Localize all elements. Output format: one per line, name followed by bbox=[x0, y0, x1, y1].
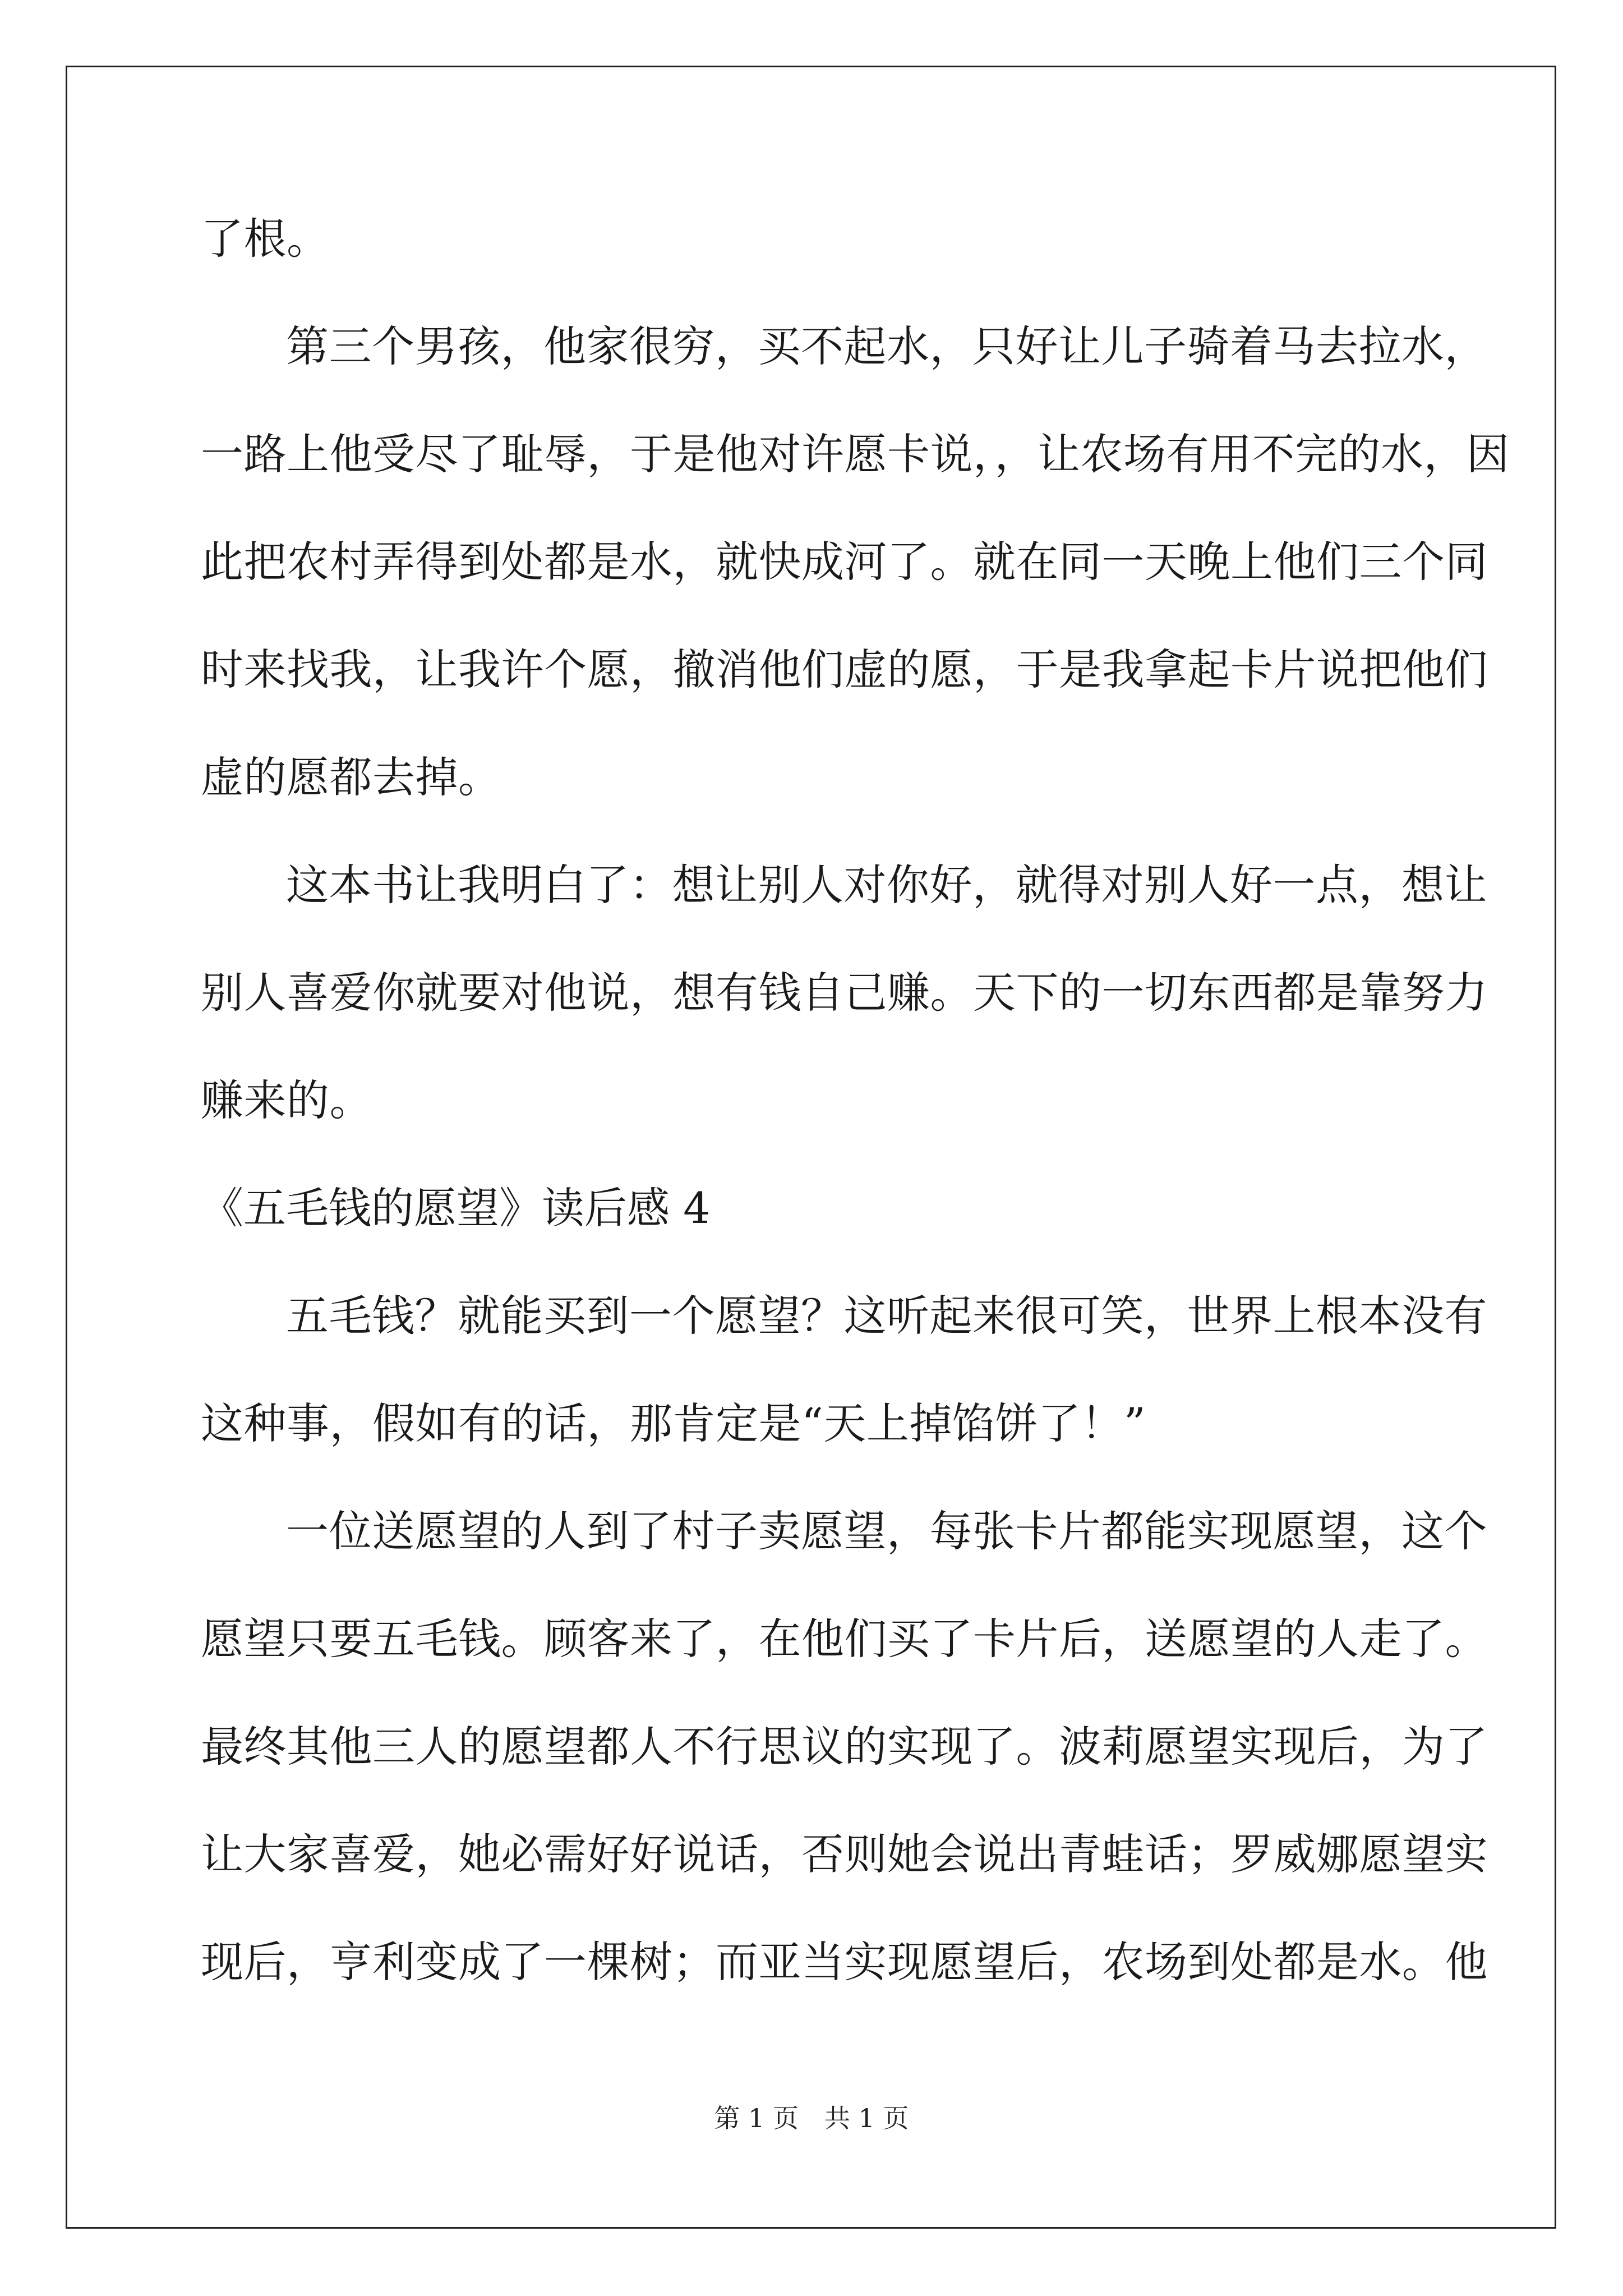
document-body bbox=[201, 185, 1510, 2016]
text-line: 时来找我，让我许个愿，撤消他们虚的愿，于是我拿起卡片说把他们 bbox=[201, 645, 1488, 694]
text-line: 一路上他受尽了耻辱，于是他对许愿卡说，，让农场有用不完的水，因 bbox=[201, 429, 1510, 479]
text-line: 这种事，假如有的话，那肯定是“天上掉馅饼了！” bbox=[201, 1398, 1146, 1448]
text-line: 一位送愿望的人到了村子卖愿望，每张卡片都能实现愿望，这个 bbox=[286, 1506, 1487, 1556]
page-total: 共 1 页 bbox=[824, 2103, 909, 2133]
text-line: 愿望只要五毛钱。顾客来了，在他们买了卡片后，送愿望的人走了。 bbox=[201, 1614, 1488, 1664]
text-line: 虚的愿都去掉。 bbox=[201, 752, 501, 802]
text-line: 此把农村弄得到处都是水，就快成河了。就在同一天晚上他们三个同 bbox=[201, 537, 1488, 587]
text-line: 现后，亨利变成了一棵树；而亚当实现愿望后，农场到处都是水。他 bbox=[201, 1937, 1488, 1987]
text-line: 别人喜爱你就要对他说，想有钱自己赚。天下的一切东西都是靠努力 bbox=[201, 968, 1488, 1018]
section-heading: 《五毛钱的愿望》读后感 4 bbox=[201, 1183, 711, 1233]
text-line: 五毛钱？就能买到一个愿望？这听起来很可笑，世界上根本没有 bbox=[286, 1291, 1487, 1341]
text-line: 这本书让我明白了：想让别人对你好，就得对别人好一点，想让 bbox=[286, 860, 1487, 910]
text-line: 了根。 bbox=[201, 214, 330, 264]
text-line: 赚来的。 bbox=[201, 1075, 372, 1125]
page-number: 第 1 页 bbox=[714, 2103, 799, 2133]
page-footer bbox=[0, 2098, 1623, 2135]
text-line: 最终其他三人的愿望都人不行思议的实现了。波莉愿望实现后，为了 bbox=[201, 1722, 1488, 1772]
text-line: 第三个男孩，他家很穷，买不起水，只好让儿子骑着马去拉水， bbox=[286, 321, 1487, 371]
text-line: 让大家喜爱，她必需好好说话，否则她会说出青蛙话；罗威娜愿望实 bbox=[201, 1829, 1488, 1879]
